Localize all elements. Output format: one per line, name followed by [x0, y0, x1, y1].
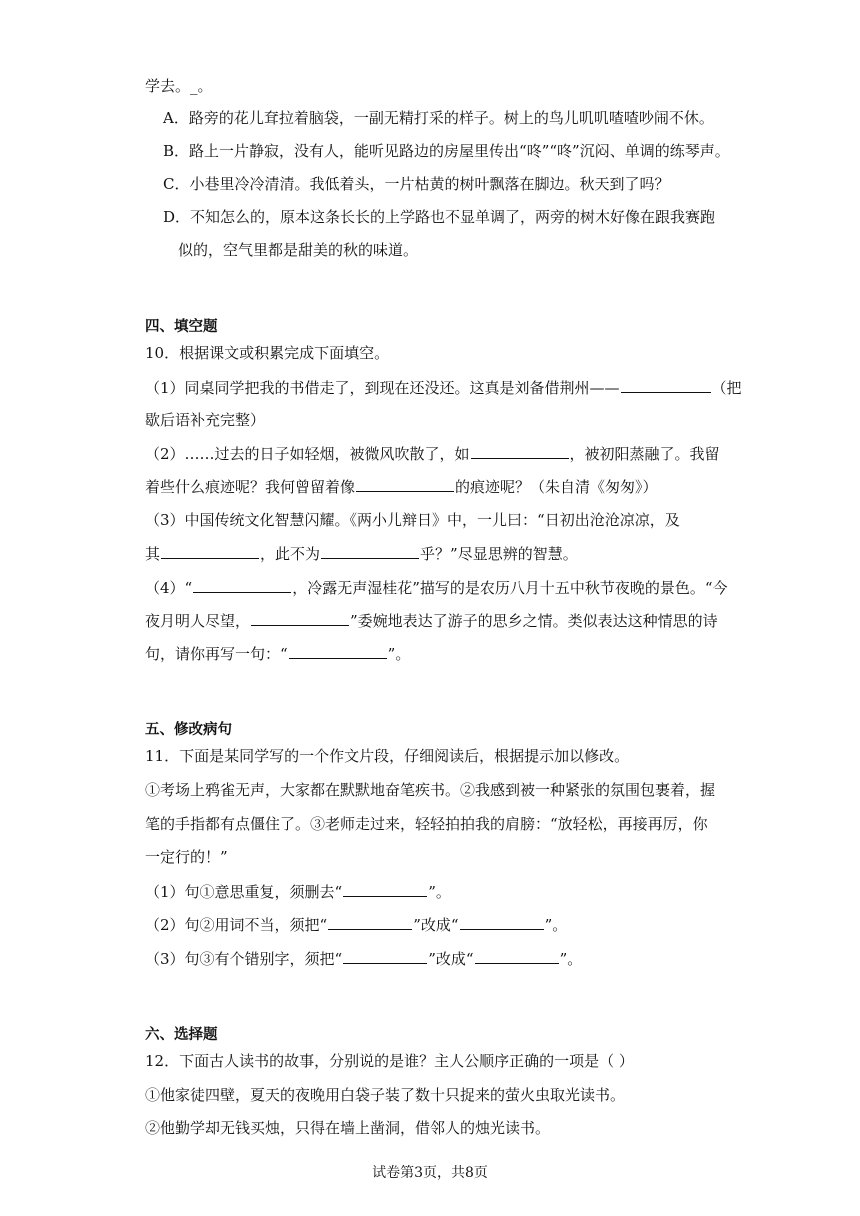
answer-blank[interactable] [193, 577, 291, 593]
q10-item3-line1: （3）中国传统文化智慧闪耀。《两小儿辩日》中，一儿曰：“日初出沧沧凉凉，及 [145, 511, 680, 529]
q10-item2-line1: （2）……过去的日子如轻烟，被微风吹散了，如 ，被初阳蒸融了。我留 [145, 445, 720, 463]
passage-line2: 笔的手指都有点僵住了。③老师走过来，轻轻拍拍我的肩膀：“放轻松，再接再厉，你 [145, 815, 708, 833]
q10-item3-line2: 其 ，此不为 乎？”尽显思辨的智慧。 [145, 545, 578, 563]
question-11: 11．下面是某同学写的一个作文片段，仔细阅读后，根据提示加以修改。 [145, 747, 630, 765]
q12-item1: ①他家徒四壁，夏天的夜晚用白袋子装了数十只捉来的萤火虫取光读书。 [145, 1086, 626, 1104]
q12-item2: ②他勤学却无钱买烛，只得在墙上凿洞，借邻人的烛光读书。 [145, 1119, 551, 1137]
q10-item2-line2: 着些什么痕迹呢？我何曾留着像 的痕迹呢？（朱自清《匆匆》） [145, 478, 658, 496]
q9-tail: 学去。_。 [145, 77, 213, 95]
q11-item2: （2）句②用词不当，须把“ ”改成“ ”。 [145, 916, 568, 934]
q10-item4-line2: 夜月明人尽望， ”委婉地表达了游子的思乡之情。类似表达这种情思的诗 [145, 612, 718, 630]
q11-item3: （3）句③有个错别字，须把“ ”改成“ ”。 [145, 950, 583, 968]
question-10: 10．根据课文或积累完成下面填空。 [145, 344, 390, 362]
answer-blank[interactable] [460, 914, 544, 930]
section-4-heading: 四、填空题 [145, 319, 218, 335]
option-d-line1: D．不知怎么的，原本这条长长的上学路也不显单调了，两旁的树木好像在跟我赛跑 [163, 208, 716, 226]
page-footer: 试卷第3页，共8页 [372, 1165, 488, 1181]
section-6-heading: 六、选择题 [145, 1027, 218, 1043]
answer-blank[interactable] [289, 643, 387, 659]
option-c: C．小巷里冷冷清清。我低着头，一片枯黄的树叶飘落在脚边。秋天到了吗？ [163, 175, 670, 193]
answer-blank[interactable] [343, 948, 427, 964]
answer-blank[interactable] [321, 543, 419, 559]
passage-line1: ①考场上鸦雀无声，大家都在默默地奋笔疾书。②我感到被一种紧张的氛围包裹着，握 [145, 781, 716, 799]
answer-blank[interactable] [161, 543, 259, 559]
question-12: 12．下面古人读书的故事，分别说的是谁？主人公顺序正确的一项是（ ） [145, 1052, 634, 1070]
q10-item4-line1: （4）“ ，冷露无声湿桂花”描写的是农历八月十五中秋节夜晚的景色。“今 [145, 579, 728, 597]
answer-blank[interactable] [471, 443, 569, 459]
passage-line3: 一定行的！” [145, 848, 228, 866]
answer-blank[interactable] [356, 476, 454, 492]
answer-blank[interactable] [475, 948, 559, 964]
q10-item1-line2: 歇后语补充完整） [145, 411, 266, 429]
q11-item1: （1）句①意思重复，须删去“ ”。 [145, 883, 451, 901]
section-5-heading: 五、修改病句 [145, 722, 232, 738]
option-b: B．路上一片静寂，没有人，能听见路边的房屋里传出“咚”“咚”沉闷、单调的练琴声。 [163, 142, 730, 160]
q10-item4-line3: 句，请你再写一句：“ ”。 [145, 645, 411, 663]
answer-blank[interactable] [343, 881, 427, 897]
option-a: A．路旁的花儿耷拉着脑袋，一副无精打采的样子。树上的鸟儿叽叽喳喳吵闹不休。 [163, 109, 714, 127]
q10-item1-line1: （1）同桌同学把我的书借走了，到现在还没还。这真是刘备借荆州—— （把 [145, 379, 742, 397]
answer-blank[interactable] [621, 377, 711, 393]
option-d-line2: 似的，空气里都是甜美的秋的味道。 [178, 241, 419, 259]
answer-blank[interactable] [328, 914, 412, 930]
answer-blank[interactable] [251, 610, 349, 626]
